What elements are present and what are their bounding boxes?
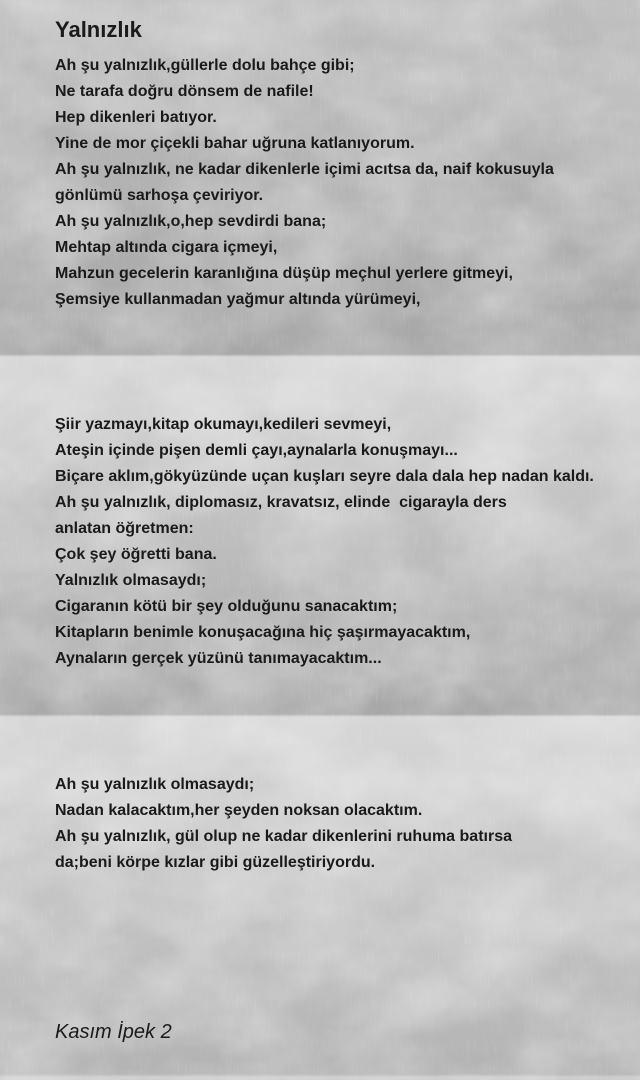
poem-stanza-3: [55, 772, 625, 876]
poem-line: Ah şu yalnızlık olmasaydı;: [55, 776, 255, 793]
poem-title: Yalnızlık: [55, 17, 142, 42]
poem-line: da;beni körpe kızlar gibi güzelleştiriyordu.: [55, 854, 376, 871]
poem-line: Mahzun gecelerin karanlığına düşüp meçhul yerlere gitmeyi,: [55, 265, 513, 282]
poem-line: Cigaranın kötü bir şey olduğunu sanacaktım;: [55, 598, 398, 615]
poem-line: Şiir yazmayı,kitap okumayı,kedileri sevmeyi,: [55, 416, 392, 433]
poem-line: Yine de mor çiçekli bahar uğruna katlanıyorum.: [55, 135, 415, 152]
poem-line: Ne tarafa doğru dönsem de nafile!: [55, 83, 314, 100]
poem-line: Ah şu yalnızlık, ne kadar dikenlerle içimi acıtsa da, naif kokusuyla: [55, 161, 554, 178]
poem-line: Biçare aklım,gökyüzünde uçan kuşları seyre dala dala hep nadan kaldı.: [55, 468, 594, 485]
poem-line: Ateşin içinde pişen demli çayı,aynalarla konuşmayı...: [55, 442, 458, 459]
poem-line: Şemsiye kullanmadan yağmur altında yürümeyi,: [55, 291, 421, 308]
poem-stanza-2: [55, 412, 625, 672]
poem-line: Ah şu yalnızlık, diplomasız, kravatsız, elinde cigarayla ders: [55, 494, 507, 511]
poem-line: Ah şu yalnızlık,o,hep sevdirdi bana;: [55, 213, 327, 230]
poem-line: Ah şu yalnızlık,güllerle dolu bahçe gibi;: [55, 57, 355, 74]
poem-line: Kitapların benimle konuşacağına hiç şaşırmayacaktım,: [55, 624, 471, 641]
poet-signature: Kasım İpek 2: [55, 1021, 172, 1043]
poem-line: Mehtap altında cigara içmeyi,: [55, 239, 278, 256]
poem-line: Nadan kalacaktım,her şeyden noksan olacaktım.: [55, 802, 423, 819]
poem-line: Aynaların gerçek yüzünü tanımayacaktım...: [55, 650, 382, 667]
poem-line: Hep dikenleri batıyor.: [55, 109, 217, 126]
poem-line: Yalnızlık olmasaydı;: [55, 572, 207, 589]
poem-line: Çok şey öğretti bana.: [55, 546, 217, 563]
poem-stanza-1: [55, 53, 625, 313]
poem-line: anlatan öğretmen:: [55, 520, 194, 537]
poem-line: Ah şu yalnızlık, gül olup ne kadar dikenlerini ruhuma batırsa: [55, 828, 512, 845]
poem-line: gönlümü sarhoşa çeviriyor.: [55, 187, 264, 204]
